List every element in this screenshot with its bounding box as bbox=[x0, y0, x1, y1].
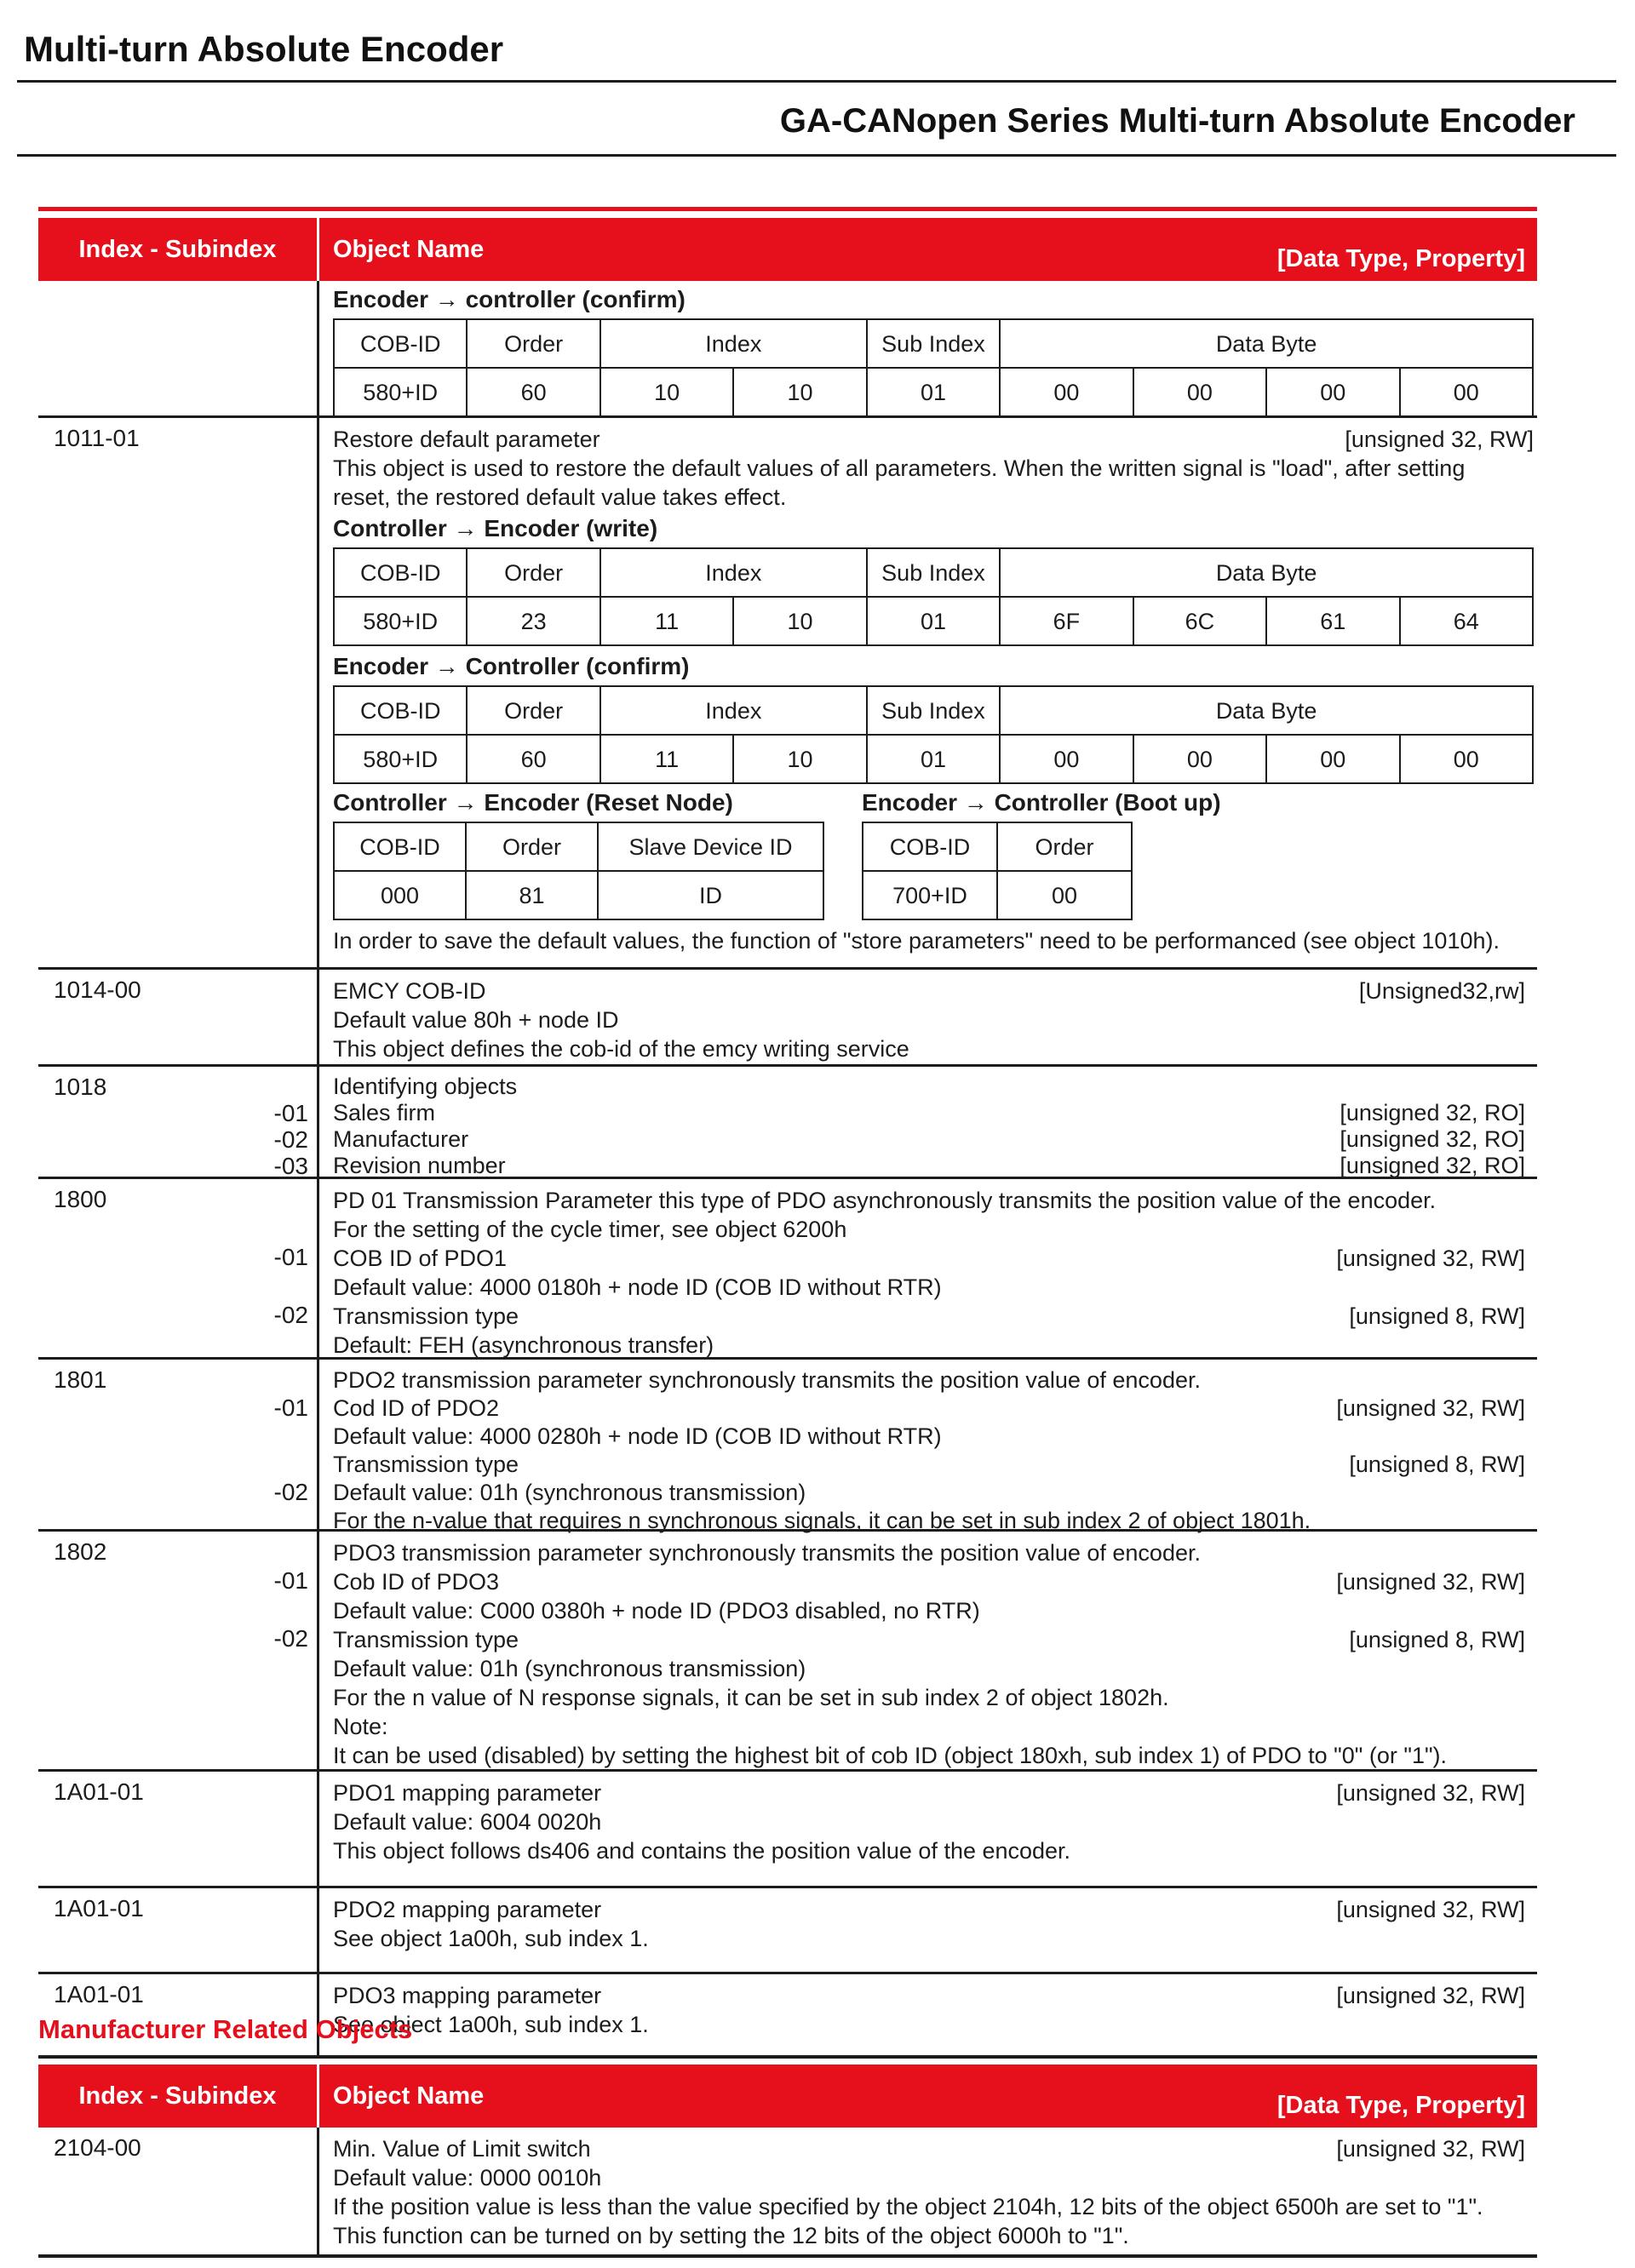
data-type-property: [unsigned 32, RW] bbox=[1336, 1569, 1525, 1595]
object-description: For the n value of N response signals, it can be set in sub index 2 of object 1802h. bbox=[333, 1685, 1169, 1710]
frame-header-row bbox=[334, 822, 823, 871]
object-title-line bbox=[333, 2134, 1525, 2163]
index-cell bbox=[38, 1888, 319, 1972]
sub-object-line bbox=[333, 1302, 1525, 1331]
frame-cell: 64 bbox=[1400, 597, 1534, 645]
object-title: PDO3 mapping parameter bbox=[333, 1983, 602, 2008]
object-title: Identifying objects bbox=[333, 1074, 518, 1099]
frame-cell: 580+ID bbox=[334, 368, 467, 416]
object-description: reset, the restored default value takes effect. bbox=[333, 484, 787, 510]
frame-caption: Controller → Encoder (Reset Node) bbox=[333, 789, 733, 816]
frame-caption: Encoder → controller (confirm) bbox=[333, 286, 686, 312]
sub-object-line bbox=[333, 1395, 1525, 1423]
frame-value-row bbox=[863, 871, 1132, 919]
object-index: 1011-01 bbox=[54, 425, 140, 451]
frame-cell: 000 bbox=[334, 871, 466, 919]
frame-cell: 580+ID bbox=[334, 597, 467, 645]
object-cell bbox=[319, 1360, 1537, 1533]
object-cell bbox=[319, 2128, 1537, 2254]
sub-object-name: Transmission type bbox=[333, 1627, 519, 1652]
frame-cell: 00 bbox=[1000, 368, 1133, 416]
sub-index: -02 bbox=[273, 1479, 308, 1505]
table-row-1a01-01-pdo2 bbox=[38, 1886, 1537, 1972]
sub-index: -02 bbox=[273, 1126, 308, 1153]
data-type-property: [unsigned 8, RW] bbox=[1349, 1627, 1525, 1652]
frame-col-sub-index: Sub Index bbox=[867, 319, 1000, 368]
can-frame-table bbox=[333, 685, 1534, 784]
frame-cell: 10 bbox=[733, 597, 866, 645]
frame-col-slave-device-id: Slave Device ID bbox=[598, 822, 823, 871]
object-title-line bbox=[333, 976, 1525, 1005]
can-frame-table bbox=[333, 318, 1534, 417]
column-header-right bbox=[319, 2065, 1537, 2128]
frame-cell: 11 bbox=[600, 735, 733, 783]
sub-object-name: Manufacturer bbox=[333, 1126, 469, 1152]
object-description: For the n-value that requires n synchronous signals, it can be set in sub index 2 of object 1801h. bbox=[333, 1508, 1311, 1533]
sub-object-name: Revision number bbox=[333, 1153, 506, 1178]
object-title-line bbox=[333, 1778, 1525, 1807]
page-subtitle: GA-CANopen Series Multi-turn Absolute Encoder bbox=[779, 102, 1575, 140]
reset-node-block bbox=[333, 786, 824, 920]
boot-up-block bbox=[862, 786, 1221, 920]
frame-value-row bbox=[334, 368, 1533, 416]
data-type-property: [unsigned 32, RW] bbox=[1336, 2136, 1525, 2162]
sub-index: -02 bbox=[273, 1302, 308, 1328]
frame-caption: Encoder → Controller (confirm) bbox=[333, 653, 690, 679]
frame-value-row bbox=[334, 735, 1533, 783]
column-header-data-type: [Data Type, Property] bbox=[1276, 245, 1525, 272]
object-description: If the position value is less than the value specified by the object 2104h, 12 bits of the object 6500h are set to "1". bbox=[333, 2194, 1483, 2219]
frame-col-cob-id: COB-ID bbox=[863, 822, 997, 871]
manufacturer-objects-table bbox=[38, 2065, 1537, 2258]
data-type-property: [unsigned 32, RW] bbox=[1336, 1780, 1525, 1806]
index-cell bbox=[38, 2128, 319, 2254]
frame-cell: 00 bbox=[1400, 735, 1534, 783]
table-header-bar bbox=[38, 2065, 1537, 2128]
sub-object-line bbox=[333, 1567, 1525, 1596]
object-index: 1014-00 bbox=[54, 976, 141, 1003]
object-cell bbox=[319, 1532, 1537, 1769]
sub-object-line bbox=[333, 1100, 1525, 1126]
object-description: PDO2 transmission parameter synchronously transmits the position value of encoder. bbox=[333, 1367, 1201, 1393]
frame-cell: 580+ID bbox=[334, 735, 467, 783]
object-description: It can be used (disabled) by setting the highest bit of cob ID (object 180xh, sub index 1) of PDO to "0" (or "1"). bbox=[333, 1743, 1448, 1768]
table-row-1802 bbox=[38, 1529, 1537, 1769]
object-description: Default value: 4000 0280h + node ID (COB ID without RTR) bbox=[333, 1423, 942, 1449]
column-header-object-name: Object Name bbox=[333, 235, 485, 263]
object-title-line bbox=[333, 1895, 1525, 1924]
section-heading-manufacturer: Manufacturer Related Objects bbox=[38, 2014, 413, 2044]
object-title-line bbox=[333, 1981, 1525, 2010]
data-type-property: [unsigned 32, RO] bbox=[1340, 1126, 1525, 1152]
frame-cell: 10 bbox=[600, 368, 733, 416]
table-row-1800 bbox=[38, 1177, 1537, 1357]
frame-col-data-byte: Data Byte bbox=[1000, 548, 1533, 597]
frame-cell: 00 bbox=[1133, 735, 1266, 783]
data-type-property: [unsigned 32, RO] bbox=[1340, 1100, 1525, 1125]
column-header-index-subindex: Index - Subindex bbox=[38, 2065, 319, 2128]
frame-cell: 11 bbox=[600, 597, 733, 645]
page-title: Multi-turn Absolute Encoder bbox=[24, 29, 504, 69]
frame-cell: 00 bbox=[1266, 735, 1399, 783]
can-frame-table bbox=[333, 822, 824, 920]
frame-col-order: Order bbox=[997, 822, 1132, 871]
object-index: 1801 bbox=[54, 1366, 107, 1393]
sub-object-name: Cob ID of PDO3 bbox=[333, 1569, 500, 1595]
index-cell bbox=[38, 1179, 319, 1357]
sub-object-name: COB ID of PDO1 bbox=[333, 1246, 508, 1271]
sub-object-line bbox=[333, 1625, 1525, 1654]
object-index: 1800 bbox=[54, 1186, 107, 1212]
object-description: Default value 80h + node ID bbox=[333, 1007, 619, 1033]
sub-index: -01 bbox=[273, 1244, 308, 1270]
frame-cell: 00 bbox=[1266, 368, 1399, 416]
frame-col-cob-id: COB-ID bbox=[334, 822, 466, 871]
sub-object-line bbox=[333, 1244, 1525, 1273]
object-index: 1018 bbox=[54, 1074, 107, 1100]
object-dictionary-table bbox=[38, 207, 1537, 2059]
frame-header-row bbox=[334, 548, 1533, 597]
frame-cell: 61 bbox=[1266, 597, 1399, 645]
frame-header-row bbox=[863, 822, 1132, 871]
object-description: Default value: 01h (synchronous transmission) bbox=[333, 1656, 806, 1681]
object-title: Min. Value of Limit switch bbox=[333, 2136, 591, 2162]
sub-index: -01 bbox=[273, 1567, 308, 1594]
object-index: 1A01-01 bbox=[54, 1895, 144, 1922]
column-header-object-name: Object Name bbox=[333, 2082, 485, 2110]
frame-col-sub-index: Sub Index bbox=[867, 686, 1000, 735]
frame-col-index: Index bbox=[600, 548, 867, 597]
frame-cell: 00 bbox=[997, 871, 1132, 919]
data-type-property: [unsigned 32, RW] bbox=[1336, 1246, 1525, 1271]
object-cell bbox=[319, 281, 1546, 415]
frame-cell: 00 bbox=[1400, 368, 1534, 416]
sub-object-name: Transmission type bbox=[333, 1303, 519, 1329]
object-description: This object follows ds406 and contains the position value of the encoder. bbox=[333, 1838, 1071, 1864]
table-header-bar bbox=[38, 218, 1537, 281]
frame-col-cob-id: COB-ID bbox=[334, 548, 467, 597]
frame-col-data-byte: Data Byte bbox=[1000, 319, 1533, 368]
frame-col-index: Index bbox=[600, 319, 867, 368]
sub-object-name: Cod ID of PDO2 bbox=[333, 1395, 500, 1421]
sub-object-line bbox=[333, 1153, 1525, 1179]
table-row-2104-00 bbox=[38, 2128, 1537, 2254]
frame-cell: 01 bbox=[867, 597, 1000, 645]
table-body bbox=[38, 2128, 1537, 2258]
column-header-data-type: [Data Type, Property] bbox=[1276, 2092, 1525, 2119]
object-title: PDO2 mapping parameter bbox=[333, 1897, 602, 1922]
subtitle-divider bbox=[17, 154, 1616, 157]
object-description: This function can be turned on by setting the 12 bits of the object 6000h to "1". bbox=[333, 2223, 1129, 2248]
table-top-accent bbox=[38, 207, 1537, 211]
object-description: Default value: C000 0380h + node ID (PDO3 disabled, no RTR) bbox=[333, 1598, 980, 1624]
sub-object-line bbox=[333, 1451, 1525, 1479]
sub-object-name: Transmission type bbox=[333, 1452, 519, 1477]
object-description: Default: FEH (asynchronous transfer) bbox=[333, 1332, 714, 1358]
index-cell bbox=[38, 1360, 319, 1529]
title-divider bbox=[17, 80, 1616, 83]
table-row-1011-01 bbox=[38, 415, 1537, 967]
sub-index: -01 bbox=[273, 1395, 308, 1421]
object-index: 1A01-01 bbox=[54, 1778, 144, 1805]
object-cell bbox=[319, 1179, 1537, 1357]
object-cell bbox=[319, 970, 1537, 1064]
data-type-property: [unsigned 32, RO] bbox=[1340, 1153, 1525, 1178]
frame-cell: 700+ID bbox=[863, 871, 997, 919]
object-title: PDO1 mapping parameter bbox=[333, 1780, 602, 1806]
index-cell bbox=[38, 1067, 319, 1177]
frame-caption: Controller → Encoder (write) bbox=[333, 515, 658, 541]
object-index: 1A01-01 bbox=[54, 1981, 144, 2007]
can-frame-table bbox=[862, 822, 1133, 920]
data-type-property: [Unsigned32,rw] bbox=[1358, 978, 1525, 1004]
object-cell bbox=[319, 1888, 1537, 1972]
object-title: EMCY COB-ID bbox=[333, 978, 486, 1004]
sub-object-line bbox=[333, 1126, 1525, 1153]
frame-cell: 00 bbox=[1133, 368, 1266, 416]
frame-cell: 23 bbox=[467, 597, 600, 645]
data-type-property: [unsigned 32, RW] bbox=[1336, 1897, 1525, 1922]
frame-col-order: Order bbox=[467, 686, 600, 735]
object-description: PD 01 Transmission Parameter this type of PDO asynchronously transmits the position value of the encoder. bbox=[333, 1188, 1437, 1213]
frame-value-row bbox=[334, 871, 823, 919]
object-title-line bbox=[333, 425, 1534, 454]
object-description: Note: bbox=[333, 1714, 388, 1739]
can-frame-table bbox=[333, 547, 1534, 646]
object-cell bbox=[319, 1772, 1537, 1886]
object-description: Default value: 01h (synchronous transmission) bbox=[333, 1480, 806, 1505]
object-description: Default value: 4000 0180h + node ID (COB ID without RTR) bbox=[333, 1274, 942, 1300]
data-type-property: [unsigned 32, RW] bbox=[1336, 1395, 1525, 1421]
object-description: This object is used to restore the default values of all parameters. When the written signal is "load", after setting bbox=[333, 455, 1466, 481]
column-header-index-subindex: Index - Subindex bbox=[38, 218, 319, 281]
sub-index: -02 bbox=[273, 1625, 308, 1652]
frame-cell: 81 bbox=[466, 871, 598, 919]
sub-object-name: Sales firm bbox=[333, 1100, 436, 1125]
object-title: Restore default parameter bbox=[333, 427, 600, 452]
frame-cell: 6F bbox=[1000, 597, 1133, 645]
frame-cell: 10 bbox=[733, 735, 866, 783]
frame-col-sub-index: Sub Index bbox=[867, 548, 1000, 597]
frame-cell: 10 bbox=[733, 368, 866, 416]
table-row-1014-00 bbox=[38, 967, 1537, 1064]
object-description: PDO3 transmission parameter synchronously transmits the position value of encoder. bbox=[333, 1540, 1201, 1566]
frame-cell: ID bbox=[598, 871, 823, 919]
frame-col-order: Order bbox=[466, 822, 598, 871]
frame-col-data-byte: Data Byte bbox=[1000, 686, 1533, 735]
frame-cell: 01 bbox=[867, 735, 1000, 783]
frame-cell: 60 bbox=[467, 368, 600, 416]
table-row-sdo-confirm bbox=[38, 281, 1537, 415]
index-cell bbox=[38, 418, 319, 967]
dual-frame-block bbox=[333, 786, 1534, 920]
frame-header-row bbox=[334, 319, 1533, 368]
object-description: See object 1a00h, sub index 1. bbox=[333, 1926, 649, 1951]
table-row-1018 bbox=[38, 1064, 1537, 1177]
object-description: See object 1a00h, sub index 1. bbox=[333, 2012, 649, 2037]
index-cell bbox=[38, 1772, 319, 1886]
table-row-1801 bbox=[38, 1357, 1537, 1533]
object-index: 2104-00 bbox=[54, 2134, 141, 2161]
frame-cell: 00 bbox=[1000, 735, 1133, 783]
sub-index: -01 bbox=[273, 1100, 308, 1126]
index-cell bbox=[38, 281, 319, 415]
table-row-1a01-01-pdo1 bbox=[38, 1769, 1537, 1886]
frame-col-order: Order bbox=[467, 319, 600, 368]
frame-cell: 60 bbox=[467, 735, 600, 783]
frame-caption: Encoder → Controller (Boot up) bbox=[862, 789, 1221, 816]
column-header-right bbox=[319, 218, 1537, 281]
frame-value-row bbox=[334, 597, 1533, 645]
object-index: 1802 bbox=[54, 1538, 107, 1565]
data-type-property: [unsigned 32, RW] bbox=[1336, 1983, 1525, 2008]
object-description: Default value: 6004 0020h bbox=[333, 1809, 602, 1835]
index-cell bbox=[38, 1532, 319, 1769]
object-cell bbox=[319, 1067, 1537, 1177]
object-description: Default value: 0000 0010h bbox=[333, 2165, 602, 2191]
frame-col-index: Index bbox=[600, 686, 867, 735]
frame-cell: 01 bbox=[867, 368, 1000, 416]
frame-cell: 6C bbox=[1133, 597, 1266, 645]
data-type-property: [unsigned 8, RW] bbox=[1349, 1303, 1525, 1329]
object-cell bbox=[319, 418, 1546, 967]
data-type-property: [unsigned 8, RW] bbox=[1349, 1452, 1525, 1477]
sub-index: -03 bbox=[273, 1153, 308, 1179]
frame-col-order: Order bbox=[467, 548, 600, 597]
object-note: In order to save the default values, the function of "store parameters" need to be performanced (see object 1010h). bbox=[333, 928, 1500, 954]
frame-col-cob-id: COB-ID bbox=[334, 686, 467, 735]
table-body bbox=[38, 281, 1537, 2059]
object-cell bbox=[319, 1974, 1537, 2055]
data-type-property: [unsigned 32, RW] bbox=[1345, 427, 1534, 452]
index-cell bbox=[38, 970, 319, 1064]
object-description: For the setting of the cycle timer, see object 6200h bbox=[333, 1217, 847, 1242]
frame-header-row bbox=[334, 686, 1533, 735]
frame-col-cob-id: COB-ID bbox=[334, 319, 467, 368]
object-description: This object defines the cob-id of the emcy writing service bbox=[333, 1036, 909, 1062]
